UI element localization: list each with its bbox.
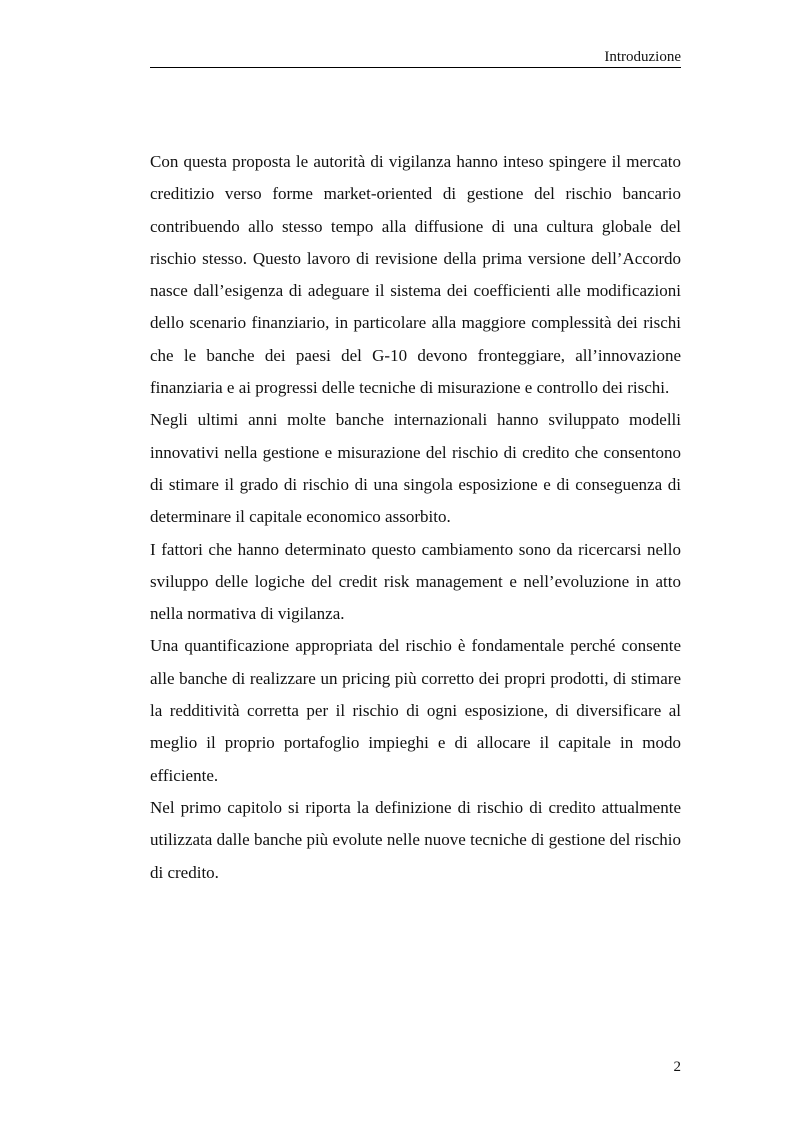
paragraph: Nel primo capitolo si riporta la definizione di rischio di credito attualmente utilizzata dalle banche più evolute nelle nuove tecniche di gestione del rischio di credito.: [150, 797, 681, 882]
paragraph: Una quantificazione appropriata del rischio è fondamentale perché consente alle banche di realizzare un pricing più corretto dei propri prodotti, di stimare la redditività corretta per il rischio di ogni esposizione, di diversificare al meglio il proprio portafoglio impieghi e di allocare il capitale in modo efficiente.: [150, 636, 681, 785]
running-header: [150, 47, 681, 68]
paragraph: Con questa proposta le autorità di vigilanza hanno inteso spingere il mercato creditizio verso forme market-oriented di gestione del rischio bancario contribuendo allo stesso tempo alla diffusione di una cultura globale del rischio stesso. Questo lavoro di revisione della prima versione dell’Accordo nasce dall’esigenza di adeguare il sistema dei coefficienti alle modificazioni dello scenario finanziario, in particolare alla maggiore complessità dei rischi che le banche dei paesi del G-10 devono fronteggiare, all’innovazione finanziaria e ai progressi delle tecniche di misurazione e controllo dei rischi.: [150, 152, 681, 398]
body-text: [150, 146, 681, 889]
paragraph: I fattori che hanno determinato questo cambiamento sono da ricercarsi nello sviluppo delle logiche del credit risk management e nell’evoluzione in atto nella normativa di vigilanza.: [150, 539, 681, 624]
paragraph: Negli ultimi anni molte banche internazionali hanno sviluppato modelli innovativi nella gestione e misurazione del rischio di credito che consentono di stimare il grado di rischio di una singola esposizione e di conseguenza di determinare il capitale economico assorbito.: [150, 410, 681, 527]
header-title: Introduzione: [604, 49, 681, 65]
page-number: 2: [673, 1059, 681, 1075]
